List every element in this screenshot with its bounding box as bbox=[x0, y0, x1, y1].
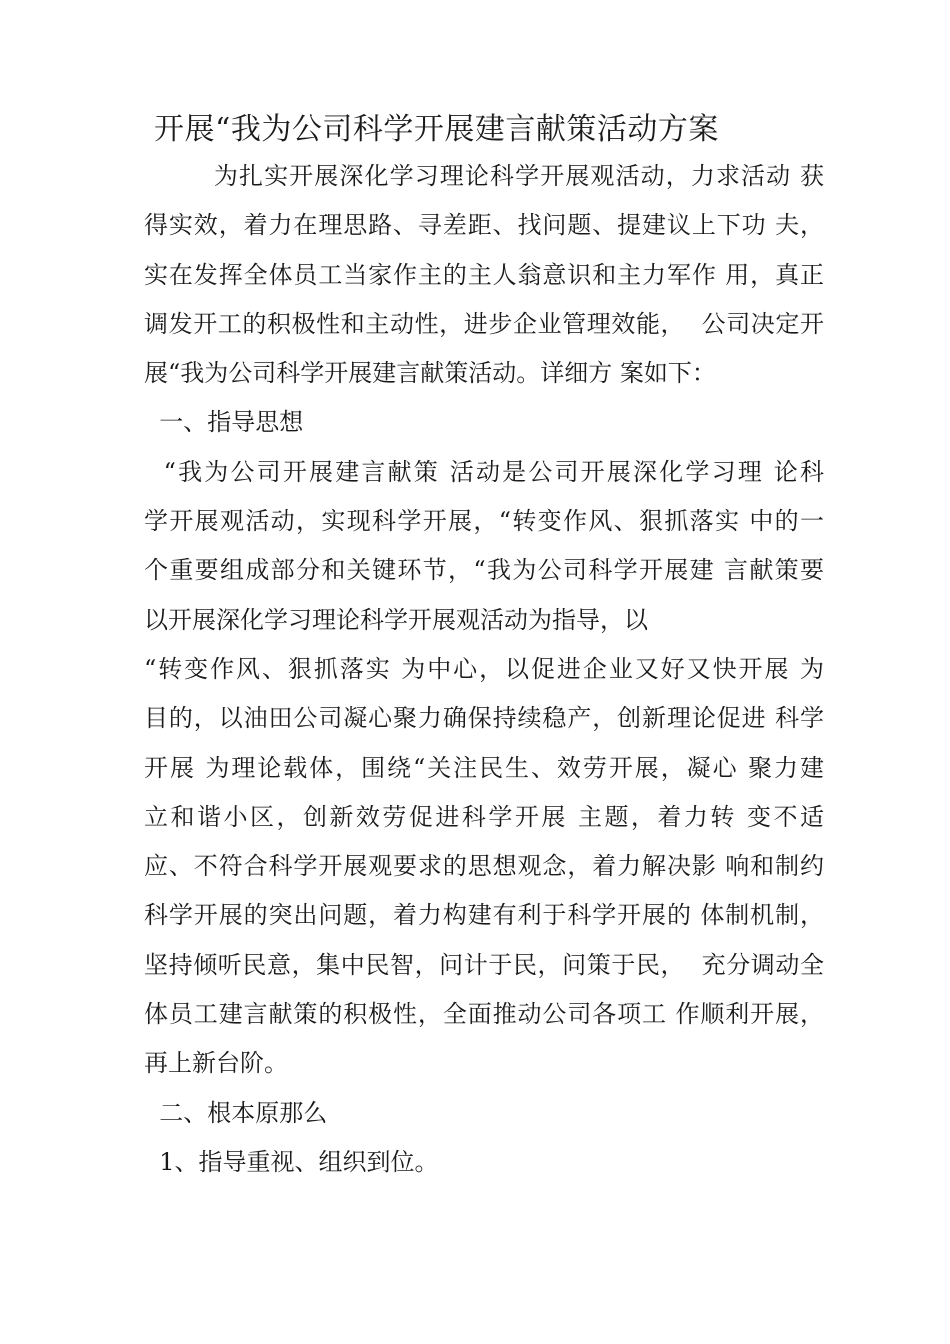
text-line: 科学开展的突出问题，着力构建有利于科学开展的 体制机制， bbox=[144, 901, 824, 930]
text-line: 调发开工的积极性和主动性，进步企业管理效能， 公司决定开 bbox=[144, 309, 824, 338]
list-item: 1、指导重视、组织到位。 bbox=[144, 1147, 439, 1176]
text-line: 个重要组成部分和关键环节，“我为公司科学开展建 言献策要 bbox=[144, 556, 824, 585]
text-line: 开展 为理论载体，围绕“关注民生、效劳开展，凝心 聚力建 bbox=[144, 753, 824, 782]
text-line: 再上新台阶。 bbox=[144, 1049, 288, 1078]
text-line: 实在发挥全体员工当家作主的主人翁意识和主力军作 用，真正 bbox=[144, 260, 824, 289]
text-line: 以开展深化学习理论科学开展观活动为指导，以 bbox=[144, 605, 648, 634]
text-line: 学开展观活动，实现科学开展，“转变作风、狠抓落实 中的一 bbox=[144, 507, 824, 536]
text-line: “转变作风、狠抓落实 为中心，以促进企业又好又快开展 为 bbox=[144, 654, 824, 683]
text-line: 得实效，着力在理思路、寻差距、找问题、提建议上下功 夫， bbox=[144, 211, 824, 240]
text-line: “我为公司开展建言献策 活动是公司开展深化学习理 论科 bbox=[144, 457, 824, 486]
document-title: 开展“我为公司科学开展建言献策活动方案 bbox=[154, 112, 719, 147]
text-line: 立和谐小区，创新效劳促进科学开展 主题，着力转 变不适 bbox=[144, 802, 824, 831]
document-body bbox=[144, 152, 824, 1187]
text-line: 应、不符合科学开展观要求的思想观念，着力解决影 响和制约 bbox=[144, 852, 824, 881]
section-heading: 二、根本原那么 bbox=[144, 1098, 328, 1127]
section-heading: 一、指导思想 bbox=[144, 408, 304, 437]
text-line: 为扎实开展深化学习理论科学开展观活动，力求活动 获 bbox=[144, 162, 824, 190]
text-line: 目的，以油田公司凝心聚力确保持续稳产，创新理论促进 科学 bbox=[144, 704, 824, 733]
text-line: 展“我为公司科学开展建言献策活动。详细方 案如下： bbox=[144, 359, 716, 388]
text-line: 坚持倾听民意，集中民智，问计于民，问策于民， 充分调动全 bbox=[144, 950, 824, 979]
text-line: 体员工建言献策的积极性，全面推动公司各项工 作顺利开展， bbox=[144, 1000, 824, 1029]
